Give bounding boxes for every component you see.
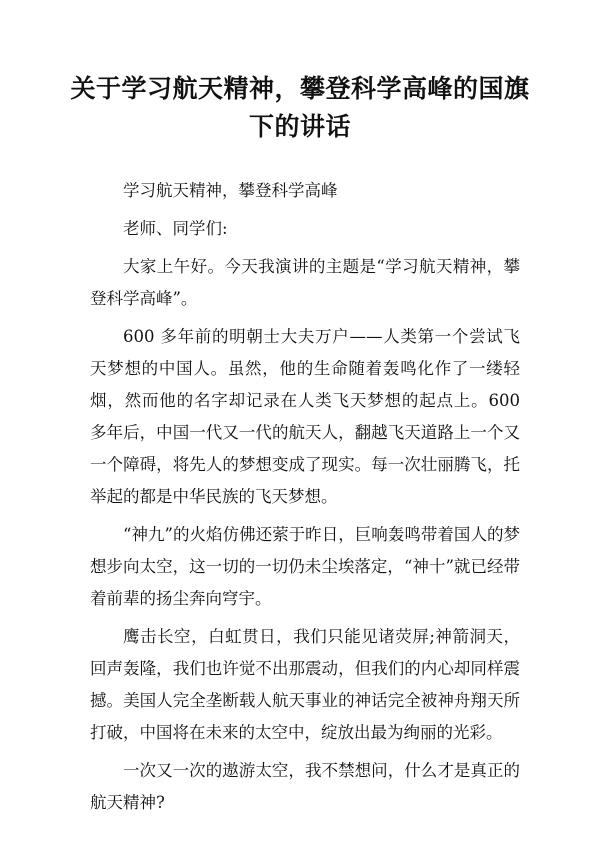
paragraph: “神九”的火焰仿佛还萦于昨日，巨响轰鸣带着国人的梦想步向太空，这一切的一切仍未尘埃落定，“神十”就已经带着前辈的扬尘奔向穹宇。	[90, 525, 520, 608]
paragraph: 一次又一次的遨游太空，我不禁想问，什么才是真正的航天精神?	[90, 761, 520, 812]
paragraph: 鹰击长空，白虹贯日，我们只能见诸荧屏;神箭洞天，回声轰隆，我们也许觉不出那震动，但我们的内心却同样震撼。美国人完全垄断载人航天事业的神话完全被神舟翔天所打破，中国将在未来的太空中，绽放出最为绚丽的光彩。	[90, 627, 520, 742]
salutation: 老师、同学们:	[123, 219, 228, 238]
page-title: 关于学习航天精神，攀登科学高峰的国旗下的讲话	[70, 74, 530, 141]
document-body	[90, 175, 520, 819]
speech-subtitle: 学习航天精神，攀登科学高峰	[123, 181, 338, 200]
paragraph: 大家上午好。今天我演讲的主题是“学习航天精神，攀登科学高峰”。	[90, 257, 520, 308]
paragraph: 600 多年前的明朝士大夫万户——人类第一个尝试飞天梦想的中国人。虽然，他的生命随着轰鸣化作了一缕轻烟，然而他的名字却记录在人类飞天梦想的起点上。600 多年后，中国一代又一代的航天人，翻越飞天道路上一个又一个障碍，将先人的梦想变成了现实。每一次壮丽腾飞，托举起的都是中华民族的飞天梦想。	[90, 327, 520, 506]
